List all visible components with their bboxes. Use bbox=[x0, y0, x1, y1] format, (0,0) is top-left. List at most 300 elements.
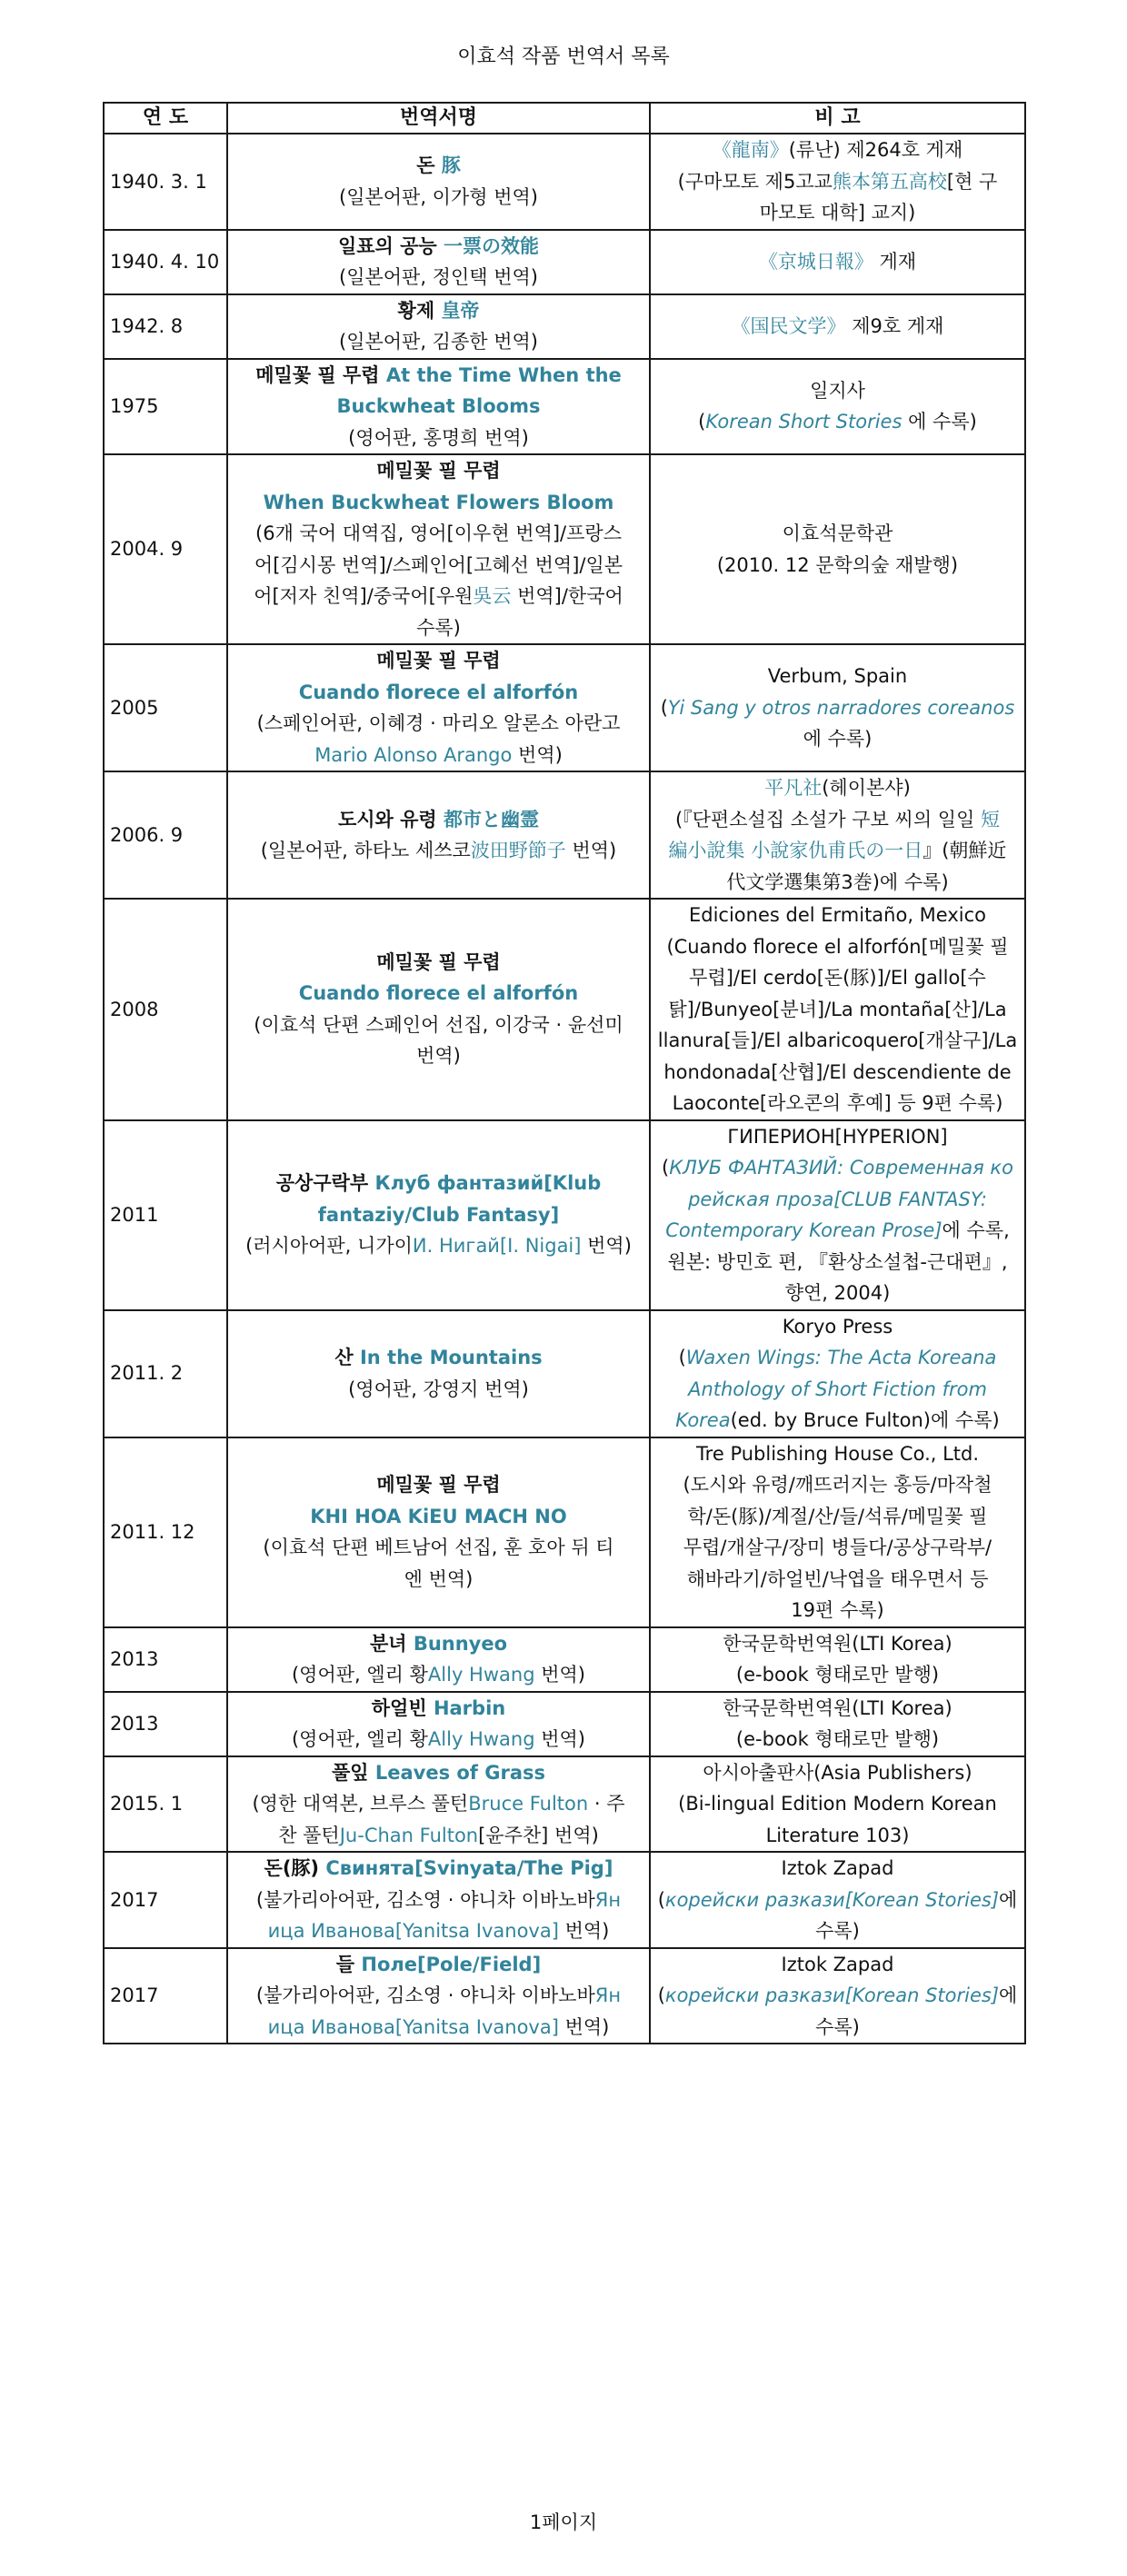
note-text: Korea bbox=[675, 1409, 731, 1431]
title-text: 번역) bbox=[581, 1235, 632, 1258]
note-line bbox=[656, 1628, 1019, 1660]
title-text: Harbin bbox=[433, 1696, 506, 1719]
title-line bbox=[234, 804, 643, 836]
year-cell: 2005 bbox=[104, 644, 227, 771]
title-line bbox=[234, 1915, 643, 1947]
note-text: Korean Short Stories bbox=[705, 411, 903, 433]
table-row bbox=[104, 1437, 1025, 1627]
title-line bbox=[234, 262, 643, 293]
note-text: 원본: 방민호 편, 『환상소설첩-근대편』, bbox=[667, 1250, 1008, 1273]
note-line bbox=[656, 1853, 1019, 1885]
note-cell bbox=[650, 1948, 1025, 2044]
note-text: (도시와 유령/깨뜨러지는 홍등/마작철 bbox=[683, 1474, 992, 1496]
title-line bbox=[234, 1230, 643, 1262]
year-cell: 2013 bbox=[104, 1692, 227, 1756]
title-text: KHI HOA KiEU MACH NO bbox=[310, 1505, 567, 1527]
note-line bbox=[656, 994, 1019, 1026]
note-text: 제9호 게재 bbox=[845, 314, 944, 337]
note-text: (e-book 형태로만 발행) bbox=[735, 1664, 940, 1686]
table-row bbox=[104, 1120, 1025, 1310]
year-cell: 1940. 4. 10 bbox=[104, 230, 227, 294]
note-text: 무렵]/El cerdo[돈(豚)]/El gallo[수 bbox=[689, 967, 986, 989]
note-line bbox=[656, 804, 1019, 836]
title-text: [윤주찬] 번역) bbox=[478, 1824, 599, 1846]
title-line bbox=[234, 612, 643, 644]
note-text: llanura[들]/El albaricoquero[개살구]/La bbox=[657, 1029, 1018, 1051]
title-line bbox=[234, 326, 643, 358]
note-text: 』(朝鮮近 bbox=[923, 840, 1007, 861]
note-text: 에 bbox=[999, 1984, 1018, 2006]
title-line bbox=[234, 1532, 643, 1564]
title-text: 吳云 bbox=[473, 585, 512, 607]
title-line bbox=[234, 1820, 643, 1852]
note-line bbox=[656, 1121, 1019, 1153]
note-line bbox=[656, 1885, 1019, 1916]
title-text: 수록) bbox=[416, 616, 461, 639]
note-text: (『단편소설집 소설가 구보 씨의 일일 bbox=[674, 808, 982, 830]
title-text: 번역) bbox=[565, 840, 617, 861]
title-line bbox=[234, 1342, 643, 1374]
title-line bbox=[234, 581, 643, 612]
note-line bbox=[656, 518, 1019, 550]
year-cell: 2006. 9 bbox=[104, 771, 227, 899]
title-line bbox=[234, 487, 643, 519]
title-text: И. Нигай[I. Nigai] bbox=[412, 1235, 582, 1258]
note-text: Ediciones del Ermitaño, Mexico bbox=[688, 904, 987, 926]
title-text: Клуб фантазий[Klub bbox=[374, 1172, 602, 1195]
note-text: 에 bbox=[999, 1888, 1018, 1911]
table-row bbox=[104, 230, 1025, 294]
note-text: 수록) bbox=[815, 2015, 860, 2038]
note-line bbox=[656, 867, 1019, 899]
note-text: (e-book 형태로만 발행) bbox=[735, 1728, 940, 1750]
title-line bbox=[234, 1980, 643, 2012]
title-cell bbox=[227, 134, 650, 230]
title-text: (일본어판, 정인택 번역) bbox=[339, 266, 538, 288]
title-text: 波田野節子 bbox=[470, 840, 566, 861]
title-text: Ally Hwang bbox=[427, 1664, 535, 1686]
note-text: 에 수록) bbox=[803, 728, 873, 751]
title-text: 돈 bbox=[416, 154, 442, 177]
title-text: In the Mountains bbox=[359, 1347, 543, 1368]
note-text: 《国民文学》 bbox=[731, 314, 846, 337]
table-row bbox=[104, 1852, 1025, 1948]
note-line bbox=[656, 1949, 1019, 1981]
document-title: 이효석 작품 번역서 목록 bbox=[457, 45, 670, 68]
title-text: 어[김시몽 번역]/스페인어[고혜선 번역]/일본 bbox=[254, 553, 623, 576]
note-cell bbox=[650, 1120, 1025, 1310]
title-text: 메밀꽃 필 무렵 bbox=[255, 363, 386, 386]
title-cell bbox=[227, 454, 650, 644]
note-text: (구마모토 제5고교 bbox=[677, 170, 833, 193]
table-body bbox=[104, 134, 1025, 2044]
title-text: When Buckwheat Flowers Bloom bbox=[263, 491, 614, 513]
year-cell: 2011. 12 bbox=[104, 1437, 227, 1627]
title-text: 풀잎 bbox=[331, 1761, 375, 1784]
table-row bbox=[104, 1756, 1025, 1853]
title-text: 豚 bbox=[441, 154, 461, 177]
title-text: (일본어판, 이가형 번역) bbox=[339, 185, 538, 208]
title-cell bbox=[227, 1756, 650, 1853]
title-line bbox=[234, 1757, 643, 1789]
header-note: 비 고 bbox=[650, 103, 1025, 134]
note-text: Literature 103) bbox=[765, 1824, 910, 1846]
title-text: Ян bbox=[594, 1984, 622, 2006]
note-text: Anthology of Short Fiction from bbox=[688, 1378, 987, 1400]
title-line bbox=[234, 1628, 643, 1660]
title-line bbox=[234, 182, 643, 214]
title-text: Leaves of Grass bbox=[374, 1761, 546, 1784]
note-text: 한국문학번역원(LTI Korea) bbox=[723, 1696, 952, 1719]
title-line bbox=[234, 2012, 643, 2044]
title-line bbox=[234, 231, 643, 263]
title-line bbox=[234, 1374, 643, 1406]
title-text: (이효석 단편 베트남어 선집, 훈 호아 뒤 티 bbox=[263, 1537, 614, 1558]
note-text: (ed. by Bruce Fulton)에 수록) bbox=[730, 1409, 1000, 1431]
title-text: (영한 대역본, 브루스 풀턴 bbox=[252, 1793, 469, 1815]
title-text: 번역) bbox=[512, 743, 563, 766]
title-line bbox=[234, 1788, 643, 1820]
title-text: 산 bbox=[334, 1347, 360, 1368]
title-text: Ally Hwang bbox=[427, 1728, 535, 1750]
title-text: 一票の效能 bbox=[444, 234, 540, 257]
title-line bbox=[234, 645, 643, 677]
note-line bbox=[656, 2012, 1019, 2044]
translation-table bbox=[103, 102, 1026, 2044]
note-cell bbox=[650, 230, 1025, 294]
note-text: Laoconte[라오콘의 후예] 등 9편 수록) bbox=[672, 1092, 1003, 1114]
note-line bbox=[656, 723, 1019, 755]
note-text: hondonada[산협]/El descendiente de bbox=[663, 1060, 1012, 1083]
title-text: fantaziy/Club Fantasy] bbox=[317, 1203, 560, 1226]
title-text: 皇帝 bbox=[441, 299, 480, 322]
note-text: Verbum, Spain bbox=[767, 665, 908, 688]
note-line bbox=[656, 1532, 1019, 1564]
note-line bbox=[656, 246, 1019, 278]
note-text: 短 bbox=[981, 808, 1001, 830]
note-line bbox=[656, 1757, 1019, 1789]
title-line bbox=[234, 423, 643, 454]
title-cell bbox=[227, 1692, 650, 1756]
title-text: 메밀꽃 필 무렵 bbox=[376, 1474, 501, 1496]
note-text: 해바라기/하얼빈/낙엽을 태우면서 등 bbox=[686, 1567, 989, 1590]
note-text: Waxen Wings: The Acta Koreana bbox=[685, 1347, 997, 1368]
note-text: рейская проза[CLUB FANTASY: bbox=[688, 1188, 987, 1210]
title-text: Ян bbox=[594, 1888, 622, 1911]
year-cell: 2013 bbox=[104, 1627, 227, 1692]
title-text: (영어판, 강영지 번역) bbox=[348, 1378, 529, 1400]
note-text: ( bbox=[678, 1347, 686, 1368]
title-text: 돈(豚) bbox=[264, 1857, 326, 1879]
title-text: 번역) bbox=[558, 2015, 610, 2038]
note-line bbox=[656, 1057, 1019, 1089]
title-text: (스페인어판, 이혜경 · 마리오 알론소 아란고 bbox=[256, 712, 621, 734]
note-line bbox=[656, 550, 1019, 582]
note-text: Tre Publishing House Co., Ltd. bbox=[695, 1442, 980, 1465]
title-text: (일본어판, 김종한 번역) bbox=[339, 331, 538, 353]
year-cell: 2017 bbox=[104, 1948, 227, 2044]
note-line bbox=[656, 1025, 1019, 1057]
note-cell bbox=[650, 1310, 1025, 1437]
title-line bbox=[234, 1885, 643, 1916]
title-line bbox=[234, 1199, 643, 1231]
note-cell bbox=[650, 134, 1025, 230]
note-text: 代文学選集第3巻)에 수록) bbox=[726, 870, 949, 893]
title-text: 都市と幽霊 bbox=[444, 808, 540, 830]
title-text: (6개 국어 대역집, 영어[이우현 번역]/프랑스 bbox=[255, 522, 622, 544]
title-line bbox=[234, 550, 643, 582]
note-line bbox=[656, 311, 1019, 343]
title-text: Поле[Pole/Field] bbox=[361, 1953, 542, 1975]
title-cell bbox=[227, 899, 650, 1120]
note-line bbox=[656, 835, 1019, 867]
note-text: 일지사 bbox=[810, 379, 865, 402]
title-text: ица Иванова[Yanitsa Ivanova] bbox=[267, 2015, 559, 2038]
title-line bbox=[234, 1724, 643, 1755]
title-line bbox=[234, 1853, 643, 1885]
note-line bbox=[656, 1659, 1019, 1691]
note-line bbox=[656, 1501, 1019, 1533]
title-text: Bunnyeo bbox=[413, 1632, 508, 1655]
title-text: (불가리아어판, 김소영 · 야니차 이바노바 bbox=[255, 1984, 595, 2006]
note-text: Iztok Zapad bbox=[781, 1857, 894, 1879]
note-text: 게재 bbox=[873, 250, 917, 273]
table-row bbox=[104, 1627, 1025, 1692]
note-text: (Bi-lingual Edition Modern Korean bbox=[678, 1793, 997, 1815]
note-line bbox=[656, 375, 1019, 407]
note-line bbox=[656, 1564, 1019, 1596]
title-text: ица Иванова[Yanitsa Ivanova] bbox=[267, 1920, 559, 1942]
title-text: 메밀꽃 필 무렵 bbox=[376, 950, 501, 973]
title-text: 찬 풀턴 bbox=[278, 1824, 340, 1846]
title-cell bbox=[227, 1437, 650, 1627]
title-text: Cuando florece el alforfón bbox=[298, 681, 579, 703]
title-line bbox=[234, 1659, 643, 1691]
note-cell bbox=[650, 1756, 1025, 1853]
note-text: 마모토 대학] 교지) bbox=[759, 202, 916, 224]
table-row bbox=[104, 1692, 1025, 1756]
note-line bbox=[656, 1693, 1019, 1725]
title-line bbox=[234, 150, 643, 182]
title-cell bbox=[227, 1852, 650, 1948]
note-text: 수록) bbox=[815, 1920, 860, 1942]
year-cell: 2015. 1 bbox=[104, 1756, 227, 1853]
note-line bbox=[656, 1088, 1019, 1119]
note-cell bbox=[650, 644, 1025, 771]
note-line bbox=[656, 1278, 1019, 1309]
title-text: 하얼빈 bbox=[371, 1696, 434, 1719]
note-cell bbox=[650, 359, 1025, 455]
note-line bbox=[656, 1788, 1019, 1820]
note-text: (류난) 제264호 게재 bbox=[788, 139, 963, 161]
title-text: 황제 bbox=[397, 299, 442, 322]
note-text: 平凡社 bbox=[764, 777, 823, 799]
note-text: 編小說集 小說家仇甫氏の一日 bbox=[668, 840, 923, 861]
note-text: (헤이본샤) bbox=[822, 777, 911, 799]
title-text: 번역]/한국어 bbox=[511, 585, 623, 607]
year-cell: 1975 bbox=[104, 359, 227, 455]
note-text: ГИПЕРИОН[HYPERION] bbox=[727, 1125, 948, 1148]
year-cell: 2011. 2 bbox=[104, 1310, 227, 1437]
note-line bbox=[656, 1247, 1019, 1278]
note-cell bbox=[650, 1627, 1025, 1692]
note-text: 이효석문학관 bbox=[782, 522, 893, 544]
title-cell bbox=[227, 294, 650, 359]
title-text: 번역) bbox=[534, 1728, 585, 1750]
note-text: (2010. 12 문학의숲 재발행) bbox=[716, 553, 959, 576]
year-cell: 2004. 9 bbox=[104, 454, 227, 644]
year-cell: 2008 bbox=[104, 899, 227, 1120]
year-cell: 2017 bbox=[104, 1852, 227, 1948]
title-line bbox=[234, 1501, 643, 1533]
note-line bbox=[656, 1342, 1019, 1374]
note-text: 《京城日報》 bbox=[758, 250, 873, 273]
note-line bbox=[656, 900, 1019, 931]
title-text: Cuando florece el alforfón bbox=[298, 982, 579, 1005]
title-text: 분녀 bbox=[369, 1632, 414, 1655]
note-text: ( bbox=[657, 1888, 665, 1911]
note-cell bbox=[650, 1437, 1025, 1627]
year-cell: 1942. 8 bbox=[104, 294, 227, 359]
header-title: 번역서명 bbox=[227, 103, 650, 134]
note-cell bbox=[650, 899, 1025, 1120]
title-text: (영어판, 홍명희 번역) bbox=[348, 426, 529, 449]
year-cell: 2011 bbox=[104, 1120, 227, 1310]
note-text: 향연, 2004) bbox=[784, 1282, 891, 1304]
note-cell bbox=[650, 454, 1025, 644]
title-line bbox=[234, 947, 643, 979]
title-text: (이효석 단편 스페인어 선집, 이강국 · 윤선미 bbox=[254, 1013, 623, 1036]
title-text: 도시와 유령 bbox=[337, 808, 444, 830]
title-cell bbox=[227, 230, 650, 294]
title-line bbox=[234, 455, 643, 487]
note-line bbox=[656, 661, 1019, 692]
note-text: 무렵/개살구/장미 병들다/공상구락부/ bbox=[683, 1537, 992, 1558]
note-line bbox=[656, 1980, 1019, 2012]
title-text: (불가리아어판, 김소영 · 야니차 이바노바 bbox=[255, 1888, 595, 1911]
note-text: 에 수록, bbox=[942, 1219, 1010, 1241]
year-cell: 1940. 3. 1 bbox=[104, 134, 227, 230]
note-line bbox=[656, 406, 1019, 438]
title-cell bbox=[227, 644, 650, 771]
table-row bbox=[104, 1310, 1025, 1437]
title-line bbox=[234, 835, 643, 867]
note-text: 19편 수록) bbox=[791, 1599, 884, 1621]
note-line bbox=[656, 962, 1019, 994]
title-line bbox=[234, 360, 643, 392]
title-cell bbox=[227, 1627, 650, 1692]
title-line bbox=[234, 677, 643, 709]
title-text: 번역) bbox=[534, 1664, 585, 1686]
table-row bbox=[104, 899, 1025, 1120]
note-line bbox=[656, 197, 1019, 229]
title-text: 메밀꽃 필 무렵 bbox=[376, 650, 501, 671]
note-line bbox=[656, 166, 1019, 198]
table-row bbox=[104, 644, 1025, 771]
note-cell bbox=[650, 771, 1025, 899]
title-line bbox=[234, 978, 643, 1010]
title-line bbox=[234, 1010, 643, 1041]
table-row bbox=[104, 359, 1025, 455]
table-row bbox=[104, 454, 1025, 644]
title-cell bbox=[227, 1120, 650, 1310]
note-line bbox=[656, 1469, 1019, 1501]
note-text: ( bbox=[657, 1984, 665, 2006]
title-line bbox=[234, 1168, 643, 1199]
note-text: [현 구 bbox=[946, 170, 998, 193]
note-line bbox=[656, 1374, 1019, 1406]
title-line bbox=[234, 1564, 643, 1596]
title-cell bbox=[227, 1310, 650, 1437]
title-line bbox=[234, 1949, 643, 1981]
note-line bbox=[656, 1184, 1019, 1216]
title-text: At the Time When the bbox=[385, 363, 622, 386]
title-text: (일본어판, 하타노 세쓰코 bbox=[260, 840, 471, 861]
note-line bbox=[656, 1724, 1019, 1755]
title-line bbox=[234, 295, 643, 327]
note-line bbox=[656, 1311, 1019, 1343]
note-cell bbox=[650, 294, 1025, 359]
title-text: · 주 bbox=[588, 1793, 625, 1815]
title-cell bbox=[227, 1948, 650, 2044]
note-text: ( bbox=[698, 411, 706, 433]
title-text: 번역) bbox=[416, 1045, 461, 1068]
title-text: Buckwheat Blooms bbox=[336, 395, 541, 417]
note-text: корейски разкази[Korean Stories] bbox=[664, 1888, 1000, 1911]
note-line bbox=[656, 1438, 1019, 1470]
title-cell bbox=[227, 771, 650, 899]
title-text: 번역) bbox=[558, 1920, 610, 1942]
table-row bbox=[104, 771, 1025, 899]
title-line bbox=[234, 740, 643, 771]
title-text: 들 bbox=[335, 1953, 362, 1975]
title-text: (러시아어판, 니가이 bbox=[245, 1235, 413, 1258]
note-text: 탉]/Bunyeo[분녀]/La montaña[산]/La bbox=[668, 998, 1007, 1020]
title-text: (영어판, 엘리 황 bbox=[291, 1728, 428, 1750]
note-text: 아시아출판사(Asia Publishers) bbox=[703, 1761, 972, 1784]
note-text: Iztok Zapad bbox=[781, 1953, 894, 1975]
page-number: 1페이지 bbox=[529, 2511, 598, 2533]
title-line bbox=[234, 708, 643, 740]
note-line bbox=[656, 692, 1019, 724]
note-line bbox=[656, 1915, 1019, 1947]
title-text: Ju-Chan Fulton bbox=[339, 1824, 479, 1846]
title-text: Bruce Fulton bbox=[468, 1793, 589, 1815]
title-cell bbox=[227, 359, 650, 455]
title-line bbox=[234, 391, 643, 423]
note-text: (Cuando florece el alforfón[메밀꽃 필 bbox=[666, 935, 1009, 958]
note-text: 한국문학번역원(LTI Korea) bbox=[723, 1632, 952, 1655]
note-text: 《龍南》 bbox=[712, 139, 789, 161]
table-header-row bbox=[104, 103, 1025, 134]
title-text: 메밀꽃 필 무렵 bbox=[376, 460, 501, 482]
title-line bbox=[234, 1040, 643, 1072]
title-text: 공상구락부 bbox=[275, 1172, 375, 1195]
note-text: 학/돈(豚)/계절/산/들/석류/메밀꽃 필 bbox=[687, 1505, 988, 1527]
title-line bbox=[234, 1693, 643, 1725]
note-line bbox=[656, 1405, 1019, 1437]
note-line bbox=[656, 1215, 1019, 1247]
note-cell bbox=[650, 1692, 1025, 1756]
table-row bbox=[104, 1948, 1025, 2044]
title-text: Mario Alonso Arango bbox=[314, 743, 513, 766]
note-line bbox=[656, 1152, 1019, 1184]
title-line bbox=[234, 518, 643, 550]
title-line bbox=[234, 1469, 643, 1501]
note-text: КЛУБ ФАНТАЗИЙ: Современная ко bbox=[669, 1157, 1013, 1179]
title-text: Свинята[Svinyata/The Pig] bbox=[325, 1857, 613, 1879]
note-text: Contemporary Korean Prose] bbox=[665, 1219, 942, 1241]
